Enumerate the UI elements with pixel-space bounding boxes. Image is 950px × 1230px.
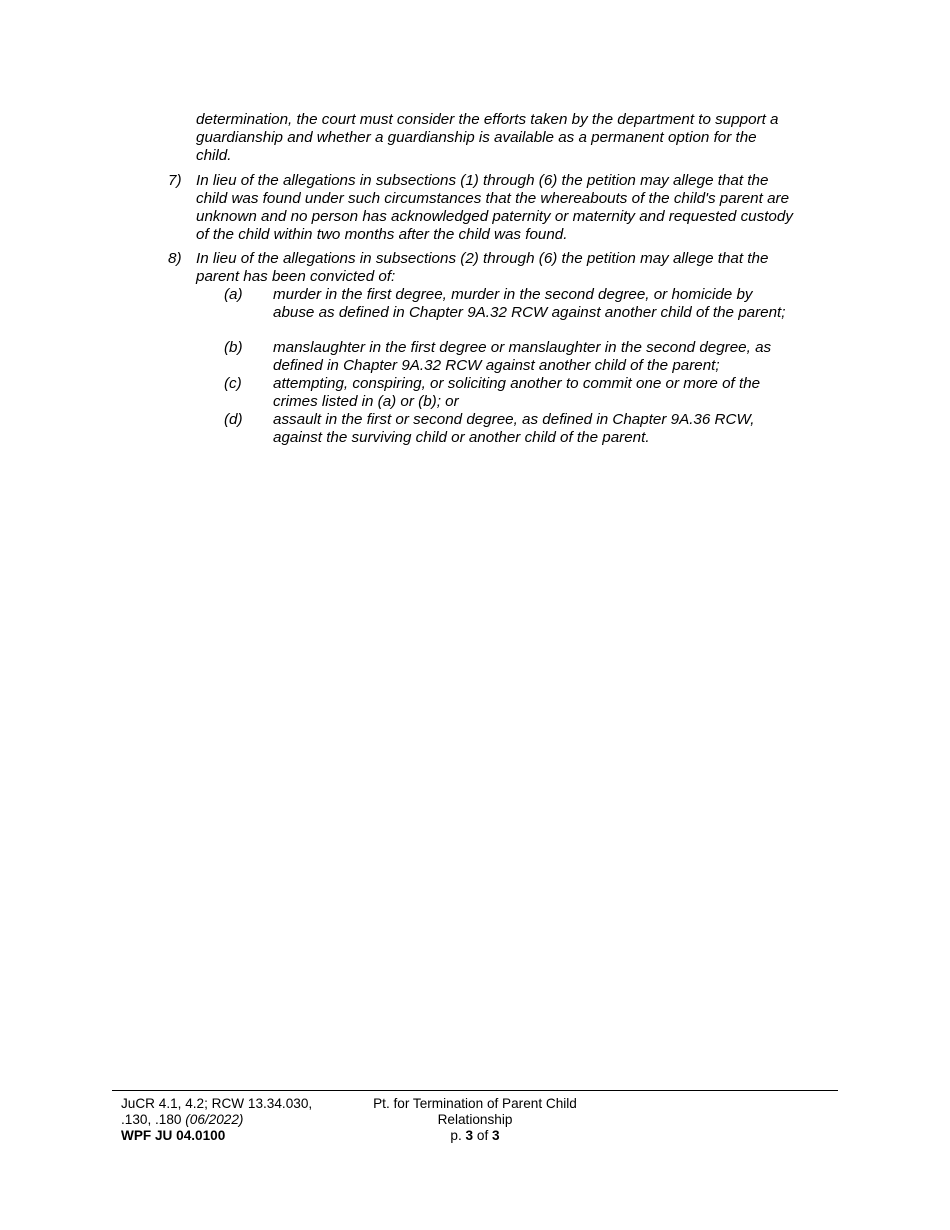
continuation-paragraph: determination, the court must consider the efforts taken by the department to support a guardianship and whether a guardianship is available as a permanent option for the child. bbox=[196, 111, 779, 164]
footer-citation-line2: .130, .180 (06/2022) bbox=[121, 1112, 244, 1127]
subitem-label: (b) bbox=[224, 339, 243, 356]
item-text: In lieu of the allegations in subsections (1) through (6) the petition may allege that the child was found under such circumstances that the whereabouts of the child's parent are unknown and no person has acknowledged paternity or maternity and requested custody of the child within two months after the child was found. bbox=[196, 172, 793, 243]
item-text: In lieu of the allegations in subsections (2) through (6) the petition may allege that the parent has been convicted of: bbox=[196, 250, 769, 285]
footer-title-line2: Relationship bbox=[437, 1112, 513, 1127]
footer-divider bbox=[112, 1090, 838, 1091]
page-number: p. 3 of 3 bbox=[450, 1128, 500, 1143]
footer-title bbox=[355, 1096, 595, 1144]
item-number: 8) bbox=[168, 250, 182, 267]
subitem-label: (a) bbox=[224, 286, 243, 303]
subitem-text: assault in the first or second degree, as defined in Chapter 9A.36 RCW, against the surviving child or another child of the parent. bbox=[273, 411, 755, 446]
subitem-text: manslaughter in the first degree or manslaughter in the second degree, as defined in Chapter 9A.32 RCW against another child of the parent; bbox=[273, 339, 772, 374]
footer-citation bbox=[121, 1096, 361, 1144]
footer-title-line1: Pt. for Termination of Parent Child bbox=[373, 1096, 577, 1111]
footer-citation-line1: JuCR 4.1, 4.2; RCW 13.34.030, bbox=[121, 1096, 313, 1111]
footer-revision-date: (06/2022) bbox=[185, 1112, 244, 1127]
subitem-text: attempting, conspiring, or soliciting another to commit one or more of the crimes listed in (a) or (b); or bbox=[273, 375, 761, 410]
subitem-label: (c) bbox=[224, 375, 242, 392]
item-number: 7) bbox=[168, 172, 182, 189]
subitem-label: (d) bbox=[224, 411, 243, 428]
subitem-text: murder in the first degree, murder in the second degree, or homicide by abuse as defined in Chapter 9A.32 RCW against another child of the parent; bbox=[273, 286, 786, 321]
footer-form-number: WPF JU 04.0100 bbox=[121, 1128, 226, 1143]
